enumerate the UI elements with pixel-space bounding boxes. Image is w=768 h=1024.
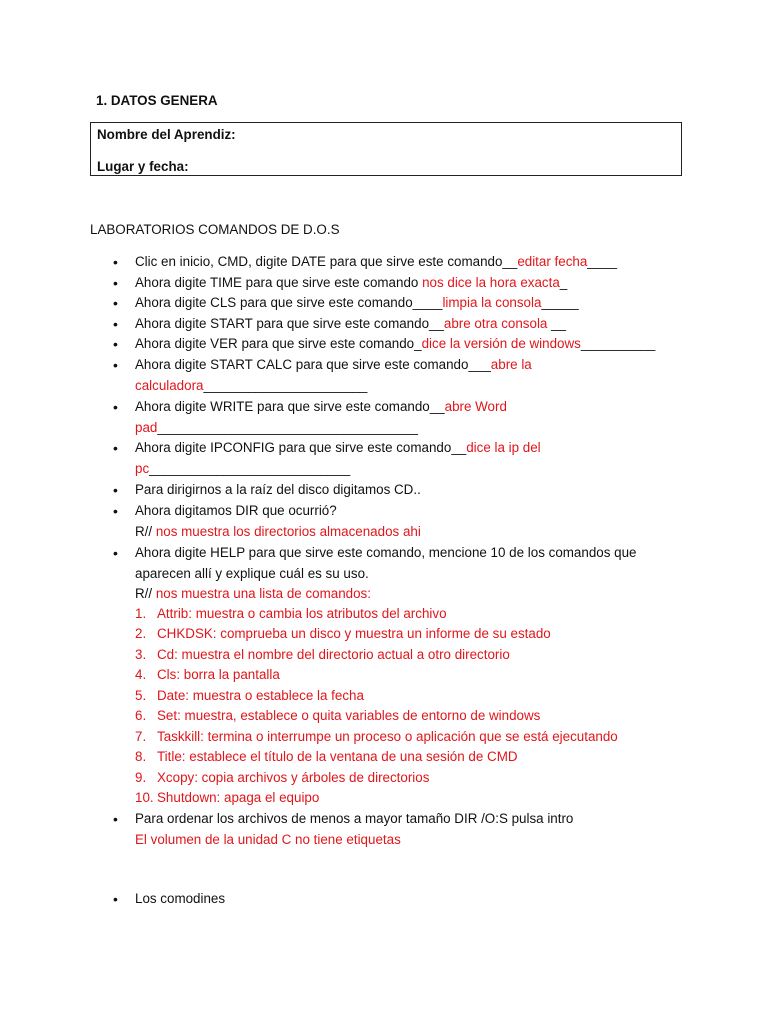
command-item: 10. Shutdown: apaga el equipo	[135, 790, 320, 805]
command-item: 5. Date: muestra o establece la fecha	[135, 688, 364, 703]
answer-text: El volumen de la unidad C no tiene etiquetas	[135, 831, 401, 847]
question-text: Ahora digite IPCONFIG para que sirve este comando__	[135, 440, 467, 455]
blank-line: ___________________________	[149, 460, 351, 476]
list-item	[135, 334, 695, 355]
answer-text: abre Word	[444, 399, 507, 414]
question-text: Ahora digite TIME para que sirve este comando	[135, 275, 423, 290]
question-text: Ahora digite START para que sirve este comando__	[135, 316, 444, 331]
command-item: 7. Taskkill: termina o interrumpe un proceso o aplicación que se está ejecutando	[135, 729, 618, 744]
question-text: Ahora digitamos DIR que ocurrió?	[135, 503, 337, 518]
answer-text: nos muestra una lista de comandos:	[155, 586, 371, 601]
answer-text: nos muestra los directorios almacenados ahi	[155, 523, 421, 539]
command-item: 2. CHKDSK: comprueba un disco y muestra un informe de su estado	[135, 626, 551, 641]
lab-title: LABORATORIOS COMANDOS DE D.O.S	[90, 222, 340, 237]
command-item: 4. Cls: borra la pantalla	[135, 667, 280, 682]
list-item	[135, 501, 695, 542]
blank-line: __	[547, 316, 567, 331]
blank-line: __________	[580, 336, 656, 351]
command-item: 1. Attrib: muestra o cambia los atributos del archivo	[135, 606, 447, 621]
question-text: Clic en inicio, CMD, digite DATE para que sirve este comando__	[135, 254, 518, 269]
question-text: Para ordenar los archivos de menos a mayor tamaño DIR /O:S pulsa intro	[135, 811, 574, 826]
list-item	[135, 543, 695, 605]
list-item	[135, 355, 695, 396]
command-item: 6. Set: muestra, establece o quita variables de entorno de windows	[135, 708, 541, 723]
place-date-label: Lugar y fecha:	[97, 159, 189, 174]
list-item	[135, 397, 695, 438]
question-text: Los comodines	[135, 891, 226, 906]
command-item: 8. Title: establece el título de la ventana de una sesión de CMD	[135, 749, 518, 764]
blank-line: ______________________	[203, 377, 368, 393]
info-box	[90, 122, 682, 176]
list-item	[135, 273, 695, 294]
answer-text: dice la ip del	[466, 440, 541, 455]
question-text-cont: aparecen allí y explique cuál es su uso.	[135, 565, 369, 581]
question-text: Ahora digite CLS para que sirve este comando____	[135, 295, 443, 310]
list-item	[135, 889, 695, 910]
list-item	[135, 438, 695, 479]
answer-text: abre la	[490, 357, 532, 372]
question-text: Ahora digite HELP para que sirve este comando, mencione 10 de los comandos que	[135, 545, 637, 560]
answer-prefix: R//	[135, 523, 156, 539]
command-item: 9. Xcopy: copia archivos y árboles de directorios	[135, 770, 430, 785]
blank-line: _	[559, 275, 568, 290]
blank-line: ___________________________________	[157, 419, 418, 435]
answer-text-cont: pc	[135, 460, 150, 476]
list-item	[135, 480, 695, 501]
question-text: Para dirigirnos a la raíz del disco digitamos CD..	[135, 482, 421, 497]
list-item	[135, 293, 695, 314]
answer-text: limpia la consola	[442, 295, 542, 310]
question-text: Ahora digite VER para que sirve este comando_	[135, 336, 422, 351]
blank-line: ____	[587, 254, 618, 269]
command-item: 3. Cd: muestra el nombre del directorio actual a otro directorio	[135, 647, 510, 662]
question-text: Ahora digite START CALC para que sirve este comando___	[135, 357, 491, 372]
answer-text-cont: calculadora	[135, 377, 204, 393]
name-label: Nombre del Aprendiz:	[97, 127, 236, 142]
list-item	[135, 809, 695, 850]
answer-text: abre otra consola	[443, 316, 548, 331]
answer-prefix: R//	[135, 586, 156, 601]
section-heading: 1. DATOS GENERA	[96, 93, 218, 108]
question-text: Ahora digite WRITE para que sirve este comando__	[135, 399, 445, 414]
list-item	[135, 314, 695, 335]
list-item	[135, 252, 695, 273]
answer-text: editar fecha	[517, 254, 588, 269]
answer-text-cont: pad	[135, 419, 158, 435]
answer-text: dice la versión de windows	[421, 336, 581, 351]
blank-line: _____	[541, 295, 579, 310]
answer-text: nos dice la hora exacta	[422, 275, 560, 290]
